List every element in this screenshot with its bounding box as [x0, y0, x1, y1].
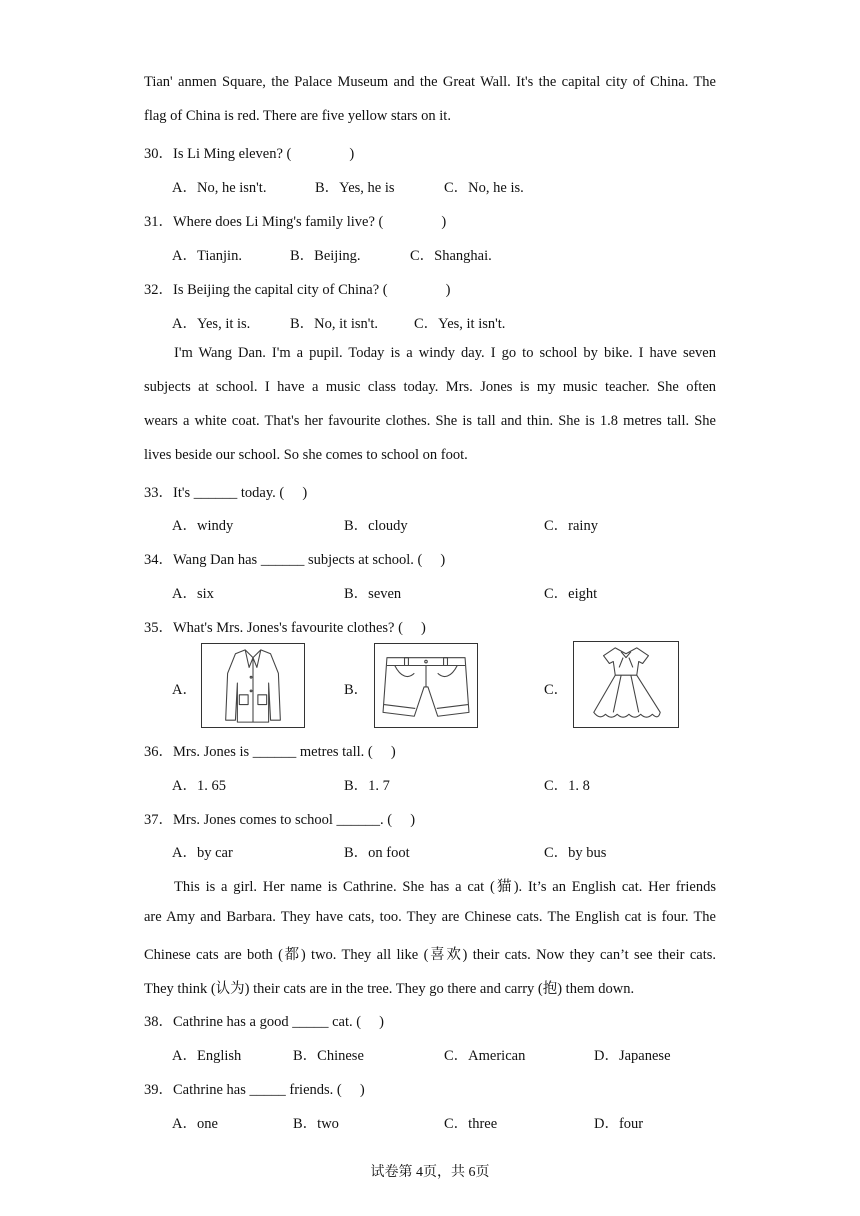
coat-icon [202, 644, 304, 727]
passage3-line-2: are Amy and Barbara. They have cats, too. They are Chinese cats. The English cat is four. The [144, 909, 716, 925]
question-34-option-b[interactable]: B．seven [344, 586, 402, 602]
question-39-stem: 39．Cathrine has _____ friends. ( ) [144, 1082, 365, 1098]
question-35-stem: 35．What's Mrs. Jones's favourite clothes? ( ) [144, 620, 426, 636]
question-36-option-a[interactable]: A．1. 65 [172, 778, 226, 794]
passage2-line-2: subjects at school. I have a music class today. Mrs. Jones is my music teacher. She often [144, 379, 716, 395]
question-39-option-b[interactable]: B．two [293, 1116, 339, 1132]
question-34-option-c[interactable]: C．eight [544, 586, 598, 602]
dress-icon [574, 642, 678, 727]
question-30-option-a[interactable]: A．No, he isn't. [172, 180, 267, 196]
question-38-option-d[interactable]: D．Japanese [594, 1048, 671, 1064]
passage3-line-3: Chinese cats are both (都) two. They all like (喜欢) their cats. Now they can’t see their cats. [144, 947, 716, 963]
passage2-line-1: I'm Wang Dan. I'm a pupil. Today is a windy day. I go to school by bike. I have seven [174, 345, 716, 361]
question-30-option-b[interactable]: B．Yes, he is [315, 180, 395, 196]
shorts-picture[interactable] [374, 643, 478, 728]
question-36-option-b[interactable]: B．1. 7 [344, 778, 390, 794]
question-32-option-a[interactable]: A．Yes, it is. [172, 316, 251, 332]
question-37-option-c[interactable]: C．by bus [544, 845, 607, 861]
page-footer: 试卷第 4页，共 6页 [370, 1165, 490, 1180]
passage3-line-1: This is a girl. Her name is Cathrine. She has a cat (猫). It’s an English cat. Her friends [174, 879, 716, 895]
question-33-option-b[interactable]: B．cloudy [344, 518, 408, 534]
question-39-option-a[interactable]: A．one [172, 1116, 218, 1132]
question-31-option-c[interactable]: C．Shanghai. [410, 248, 492, 264]
question-38-option-a[interactable]: A．English [172, 1048, 242, 1064]
passage1-line-2: flag of China is red. There are five yellow stars on it. [144, 108, 451, 124]
question-38-stem: 38．Cathrine has a good _____ cat. ( ) [144, 1014, 385, 1030]
passage3-line-4: They think (认为) their cats are in the tree. They go there and carry (抱) them down. [144, 981, 635, 997]
question-31-stem: 31．Where does Li Ming's family live? ( ) [144, 214, 447, 230]
question-38-option-c[interactable]: C．American [444, 1048, 526, 1064]
passage1-line-1: Tian' anmen Square, the Palace Museum and the Great Wall. It's the capital city of China. The [144, 74, 716, 90]
question-36-option-c[interactable]: C．1. 8 [544, 778, 590, 794]
question-34-stem: 34．Wang Dan has ______ subjects at school. ( ) [144, 552, 446, 568]
question-37-option-a[interactable]: A．by car [172, 845, 233, 861]
question-39-option-c[interactable]: C．three [444, 1116, 498, 1132]
question-31-option-a[interactable]: A．Tianjin. [172, 248, 242, 264]
passage2-line-3: wears a white coat. That's her favourite clothes. She is tall and thin. She is 1.8 metres tall. She [144, 413, 716, 429]
question-33-option-c[interactable]: C．rainy [544, 518, 598, 534]
question-35-option-b[interactable]: B． [344, 682, 369, 698]
question-32-stem: 32．Is Beijing the capital city of China? ( ) [144, 282, 451, 298]
question-30-option-c[interactable]: C．No, he is. [444, 180, 524, 196]
coat-picture[interactable] [201, 643, 305, 728]
question-36-stem: 36．Mrs. Jones is ______ metres tall. ( ) [144, 744, 396, 760]
passage2-line-4: lives beside our school. So she comes to school on foot. [144, 447, 468, 463]
question-31-option-b[interactable]: B．Beijing. [290, 248, 361, 264]
question-34-option-a[interactable]: A．six [172, 586, 214, 602]
question-32-option-b[interactable]: B．No, it isn't. [290, 316, 379, 332]
question-32-option-c[interactable]: C．Yes, it isn't. [414, 316, 506, 332]
question-39-option-d[interactable]: D．four [594, 1116, 644, 1132]
question-37-option-b[interactable]: B．on foot [344, 845, 410, 861]
question-38-option-b[interactable]: B．Chinese [293, 1048, 364, 1064]
shorts-icon [375, 644, 477, 727]
question-30-stem: 30．Is Li Ming eleven? ( ) [144, 146, 355, 162]
question-33-stem: 33．It's ______ today. ( ) [144, 485, 308, 501]
question-35-option-a[interactable]: A． [172, 682, 197, 698]
dress-picture[interactable] [573, 641, 679, 728]
question-33-option-a[interactable]: A．windy [172, 518, 234, 534]
question-35-option-c[interactable]: C． [544, 682, 569, 698]
question-37-stem: 37．Mrs. Jones comes to school ______. ( ) [144, 812, 416, 828]
